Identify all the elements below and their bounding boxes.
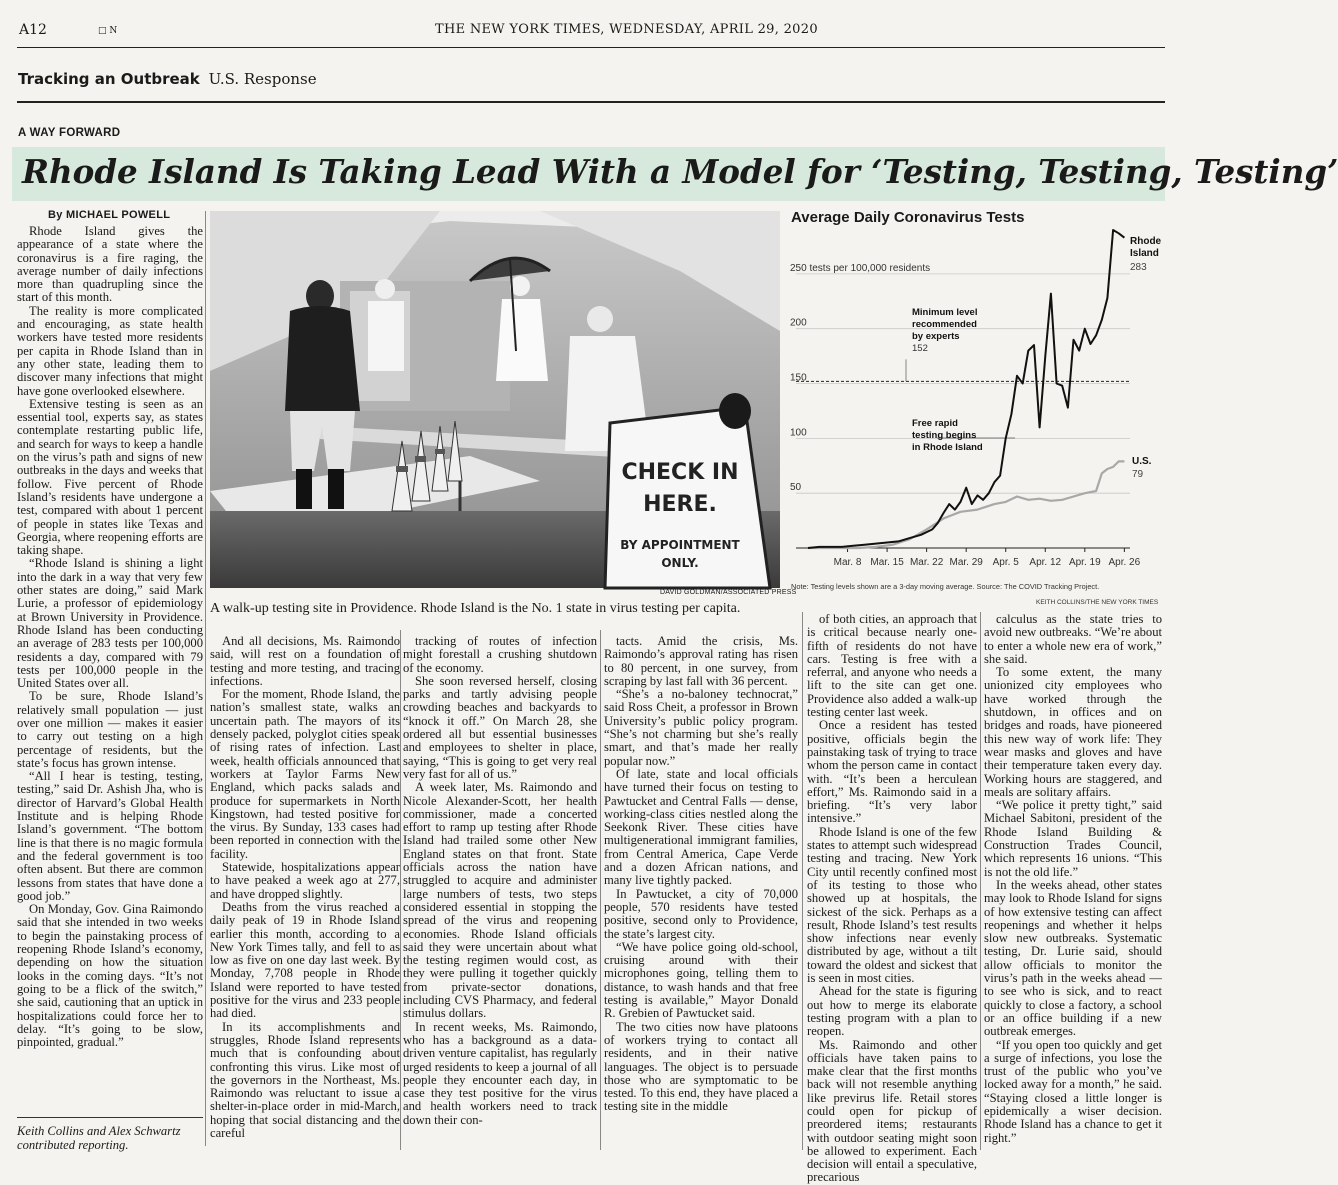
paragraph: “We police it pretty tight,” said Michael Sabitoni, president of the Rhode Island Building & Construction Trades Council, which represents 16 unions. “This is not the old life.” — [984, 798, 1162, 879]
paragraph: “She’s a no-baloney technocrat,” said Ross Cheit, a professor in Brown University’s public policy program. “She’s not charming but she’s really smart, and that’s made her really popular now.” — [604, 687, 798, 768]
y-tick-label: 250 tests per 100,000 residents — [790, 262, 931, 274]
paragraph: Ahead for the state is figuring out how to merge its elaborate testing program with a plan to reopen. — [807, 984, 977, 1039]
article-column-6 — [984, 613, 1162, 1150]
x-tick-label: Mar. 15 — [870, 557, 904, 568]
paragraph: Ms. Raimondo and other officials have taken pains to make clear that the first months back will not resemble anything like previrus life. Retail stores could open for pickup of preordered items; restaurants with outdoor seating might soon be allowed to experiment. Each decision will entail a speculative, precarious — [807, 1037, 977, 1185]
series-label-rhode-island: Island — [1130, 248, 1159, 259]
tests-line-chart — [786, 230, 1166, 575]
page-number: A12 — [19, 22, 47, 38]
sign-line-3: BY APPOINTMENT — [620, 538, 740, 552]
paragraph: “If you open too quickly and get a surge of infections, you lose the trust of the public who you’ve locked away for a month,” he said. “Staying closed a little longer is epidemically a wiser decision. Rhode Island has a chance to get it right.” — [984, 1037, 1162, 1145]
chart-title: Average Daily Coronavirus Tests — [791, 209, 1025, 226]
column-divider — [802, 612, 803, 1150]
paragraph: She soon reversed herself, closing parks and tartly advising people crowding beaches and backyards to “knock it off.” On March 28, she ordered all but essential businesses and employees to shelter in place, saying, “This is going to get very real very fast for all of us.” — [403, 673, 597, 781]
threshold-annotation-text: recommended — [912, 319, 977, 330]
paragraph: Of late, state and local officials have turned their focus on testing to Pawtucket and Central Falls — dense, working-class cities nestled along the Seekonk River. These cities have multigenerational immigrant families, from Central America, Cape Verde and a dozen African nations, and many live tightly packed. — [604, 766, 798, 888]
photo-credit: DAVID GOLDMAN/ASSOCIATED PRESS — [660, 589, 797, 596]
column-divider — [205, 211, 206, 1146]
paragraph: “We have police going old-school, cruising around with their microphones going, telling them to distance, to wash hands and that free testing is available,” Mayor Donald R. Grebien of Pawtucket said. — [604, 939, 798, 1021]
masthead-dateline: THE NEW YORK TIMES, WEDNESDAY, APRIL 29, 2020 — [435, 22, 818, 37]
paragraph: In its accomplishments and struggles, Rhode Island represents much that is confounding about confronting this virus. Like most of the governors in the Northeast, Ms. Raimondo was reluctant to issue a shelter-in-place order in mid-March, hoping that social distancing and the careful — [210, 1019, 400, 1140]
section-header — [18, 70, 317, 88]
paragraph: Deaths from the virus reached a daily peak of 19 in Rhode Island earlier this month, according to a New York Times tally, and fell to as low as five on one day last week. By Monday, 7,708 people in Rhode Island were reported to have tested positive for the virus and 233 people had died. — [210, 899, 400, 1021]
free-testing-annotation-text: Free rapid — [912, 418, 958, 429]
free-testing-annotation-text: in Rhode Island — [912, 442, 983, 453]
section-title: Tracking an Outbreak — [18, 70, 200, 88]
photo-illustration — [210, 211, 780, 588]
y-tick-label: 100 — [790, 427, 807, 439]
headline: Rhode Island Is Taking Lead With a Model for ‘Testing, Testing, Testing’ — [22, 152, 1338, 191]
section-subtitle: U.S. Response — [208, 70, 317, 88]
paragraph: To be sure, Rhode Island’s relatively small population — just over one million — makes it easier to carry out testing on a high percentage of residents, but the state’s focus has grown intense. — [17, 689, 203, 770]
x-tick-label: Mar. 29 — [949, 557, 983, 568]
x-tick-label: Apr. 5 — [992, 557, 1019, 568]
paragraph: of both cities, an approach that is critical because nearly one-fifth of residents do not have cars. Testing is free with a referral, and anyone who needs a lift to the site can get one. Providence also added a walk-up testing center last week. — [807, 612, 977, 720]
paragraph: On Monday, Gov. Gina Raimondo said that she intended in two weeks to begin the painstaking process of reopening Rhode Island’s economy, depending on how the situation looks in the coming days. “It’s not going to be a flick of the switch,” she said, cautioning that an uptick in hospitalizations could force her to delay. “It’s going to be slow, pinpointed, gradual.” — [17, 902, 203, 1050]
series-value-rhode-island: 283 — [1130, 262, 1147, 273]
paragraph: And all decisions, Ms. Raimondo said, will rest on a foundation of testing and more testing, and tracing infections. — [210, 634, 400, 688]
y-tick-label: 150 — [790, 372, 807, 384]
article-column-4 — [604, 635, 798, 1150]
paragraph: A week later, Ms. Raimondo and Nicole Alexander-Scott, her health commissioner, made a concerted effort to ramp up testing after Rhode Island had trailed some other New England states on that front. State officials across the nation have struggled to acquire and administer large numbers of tests, two steps considered essential in stopping the spread of the virus and reopening economies. Rhode Island officials said they were uncertain about what the testing regimen would cost, as they were pulling it together quickly from private-sector donations, including CVS Pharmacy, and federal stimulus dollars. — [403, 780, 597, 1021]
paragraph: In Pawtucket, a city of 70,000 people, 570 residents have tested positive, second only to Providence, the state’s largest city. — [604, 886, 798, 941]
threshold-annotation-value: 152 — [912, 343, 928, 354]
paragraph: For the moment, Rhode Island, the nation’s smallest state, walks an uncertain path. The mayors of its densely packed, polyglot cities speak of rising rates of infection. Last week, health officials announced that workers at Taylor Farms New England, which packs salads and produce for supermarkets in North Kingstown, had tested positive for the virus. By Sunday, 133 cases had been reported in connection with the facility. — [210, 687, 400, 861]
article-column-1 — [17, 225, 203, 1125]
paragraph: In the weeks ahead, other states may look to Rhode Island for signs of how extensive testing can affect reopenings and whether it helps slow new outbreaks. Systematic testing, Dr. Lurie said, should allow officials to monitor the virus’s path in the weeks ahead — to see who is sick, and to react quickly to close a factory, a school or an office building if a new outbreak emerges. — [984, 877, 1162, 1039]
paragraph: “All I hear is testing, testing, testing,” said Dr. Ashish Jha, who is director of Harvard’s Global Health Institute and is helping Rhode Island’s government. “The bottom line is that there is no magic formula and the federal government is too often absent. But there are common lessons from states that have done a good job.” — [17, 769, 203, 903]
paragraph: Rhode Island is one of the few states to attempt such widespread testing and tracing. New York City until recently confined most of its testing to those who showed up at hospitals, the sickest of the sick. Perhaps as a result, Rhode Island’s test results show infections near evenly distributed by age, without a tilt toward the oldest and sickest that is seen in most cities. — [807, 824, 977, 986]
kicker: A WAY FORWARD — [18, 127, 121, 139]
testing-site-photo — [210, 211, 780, 588]
paragraph: In recent weeks, Ms. Raimondo, who has a background as a data-driven venture capitalist, has regularly urged residents to keep a journal of all people they encounter each day, in case they test positive for the virus and health workers need to track down their con- — [403, 1019, 597, 1127]
photo-caption: A walk-up testing site in Providence. Rhode Island is the No. 1 state in virus testing per capita. — [210, 601, 741, 616]
contributor-note: Keith Collins and Alex Schwartz contributed reporting. — [17, 1124, 181, 1152]
x-tick-label: Apr. 12 — [1029, 557, 1062, 568]
edition-mark: □ N — [98, 26, 118, 36]
paragraph: To some extent, the many unionized city employees who have worked through the shutdown, in offices and on bridges and roads, have pioneered this new way of work life: They wear masks and gloves and have their temperature taken every day. Working hours are staggered, and meals are solitary affairs. — [984, 665, 1162, 799]
series-line-rhode-island — [808, 230, 1124, 548]
paragraph: tracking of routes of infection might forestall a crushing shutdown of the economy. — [403, 634, 597, 675]
article-column-2 — [210, 635, 400, 1150]
column-divider — [980, 612, 981, 1150]
threshold-annotation-text: Minimum level — [912, 307, 978, 318]
x-tick-label: Apr. 26 — [1108, 557, 1141, 568]
chart-note: Note: Testing levels shown are a 3-day moving average. Source: The COVID Tracking Project. — [791, 582, 1100, 591]
paragraph: Rhode Island gives the appearance of a state where the coronavirus is a fire raging, the average number of daily infections more than quadrupling since the start of this month. — [17, 224, 203, 305]
column-divider — [400, 630, 401, 1150]
paragraph: calculus as the state tries to avoid new outbreaks. “We’re about to enter a whole new era of work,” she said. — [984, 612, 1162, 666]
article-column-3 — [403, 635, 597, 1150]
top-rule — [17, 47, 1165, 48]
sign-line-4: ONLY. — [661, 556, 699, 570]
paragraph: The two cities now have platoons of workers trying to contact all residents, and in their native languages. The object is to persuade those who are symptomatic to be tested. To this end, they have placed a testing site in the middle — [604, 1019, 798, 1114]
contributor-rule — [17, 1117, 203, 1118]
paragraph: Extensive testing is seen as an essential tool, experts say, as states contemplate restarting public life, and search for ways to keep a handle on the virus’s path and signs of new outbreaks in the days and weeks that follow. Five percent of Rhode Island’s residents have undergone a test, compared with about 1 percent of people in states like Texas and Georgia, where reopening efforts are taking shape. — [17, 396, 203, 558]
section-rule — [17, 101, 1165, 103]
sign-line-1: CHECK IN — [621, 460, 739, 485]
x-tick-label: Mar. 8 — [833, 557, 862, 568]
paragraph: Once a resident has tested positive, officials begin the painstaking task of trying to trace whom the person came in contact with. “It’s been a herculean effort,” Ms. Raimondo said in a briefing. “It’s very labor intensive.” — [807, 718, 977, 826]
paragraph: The reality is more complicated and encouraging, as state health workers have tested more residents per capita in Rhode Island than in any other state, leading them to discover many infections that might have gone overlooked elsewhere. — [17, 303, 203, 398]
chart-credit: KEITH COLLINS/THE NEW YORK TIMES — [1036, 599, 1159, 606]
column-divider — [600, 630, 601, 1150]
paragraph: tacts. Amid the crisis, Ms. Raimondo’s approval rating has risen to 80 percent, in one survey, from scraping by last fall with 36 percent. — [604, 634, 798, 688]
y-tick-label: 200 — [790, 317, 807, 329]
series-label-rhode-island: Rhode — [1130, 236, 1162, 247]
x-tick-label: Apr. 19 — [1068, 557, 1101, 568]
byline: By MICHAEL POWELL — [48, 209, 171, 221]
series-value-us: 79 — [1132, 469, 1144, 480]
x-tick-label: Mar. 22 — [909, 557, 944, 568]
free-testing-annotation-text: testing begins — [912, 430, 977, 441]
paragraph: Statewide, hospitalizations appear to have peaked a week ago at 277, and have dropped slightly. — [210, 860, 400, 901]
y-tick-label: 50 — [790, 482, 802, 494]
threshold-annotation-text: by experts — [912, 331, 960, 342]
article-column-5 — [807, 612, 977, 1185]
series-label-us: U.S. — [1132, 456, 1152, 467]
sign-line-2: HERE. — [643, 492, 717, 517]
series-line-u-s- — [808, 461, 1124, 548]
paragraph: “Rhode Island is shining a light into the dark in a way that very few other states are doing,” said Mark Lurie, a professor of epidemiology at Brown University in Providence. Rhode Island has been conducting an average of 283 tests per 100,000 residents a day, compared with 79 tests per 100,000 people in the United States over all. — [17, 556, 203, 691]
